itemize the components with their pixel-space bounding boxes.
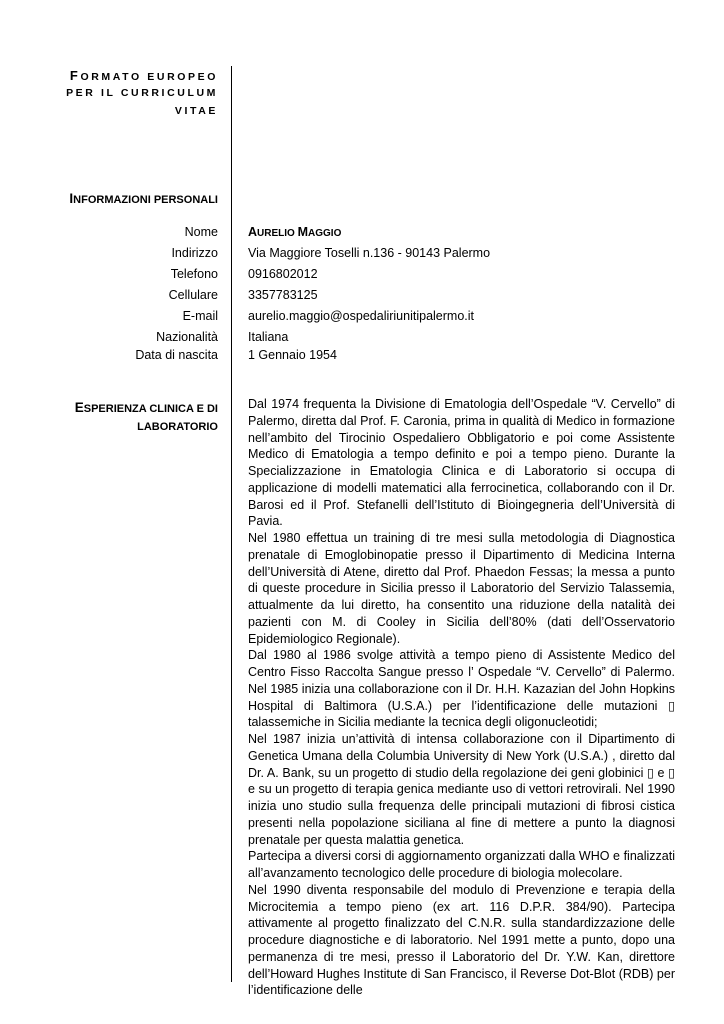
label-cellulare: Cellulare	[168, 288, 218, 302]
label-telefono: Telefono	[170, 267, 218, 281]
experience-paragraph: Partecipa a diversi corsi di aggiornamento organizzati dalla WHO e finalizzati all’avanzamento tecnologico delle procedure di biologia molecolare.	[248, 849, 675, 880]
experience-title-line-2: LABORATORIO	[137, 421, 218, 433]
value-telefono: 0916802012	[248, 267, 318, 281]
experience-paragraph: Dal 1980 al 1986 svolge attività a tempo pieno di Assistente Medico del Centro Fisso Raccolta Sangue presso l’ Ospedale “V. Cervello” di Palermo. Nel 1985 inizia una collaborazione con il Dr. H.H. Kazazian del John Hopkins Hospital di Baltimora (U.S.A.) per l’identificazione delle mutazioni ▯ talassemiche in Sicilia mediante la tecnica degli oligonucleotidi;	[248, 648, 675, 730]
column-divider	[231, 66, 232, 982]
cv-header-line-2: PER IL CURRICULUM	[66, 87, 218, 99]
value-data-nascita: 1 Gennaio 1954	[248, 348, 337, 362]
value-indirizzo: Via Maggiore Toselli n.136 - 90143 Palermo	[248, 246, 491, 260]
value-nazionalita: Italiana	[248, 330, 289, 344]
label-indirizzo: Indirizzo	[171, 246, 218, 260]
label-nome: Nome	[184, 225, 218, 239]
experience-paragraph: Dal 1974 frequenta la Divisione di Ematologia dell’Ospedale “V. Cervello” di Palermo, diretta dal Prof. F. Caronia, prima in qualità di Medico in formazione nell’ambito del Tirocinio Ospedaliero Obbligatorio e poi come Assistente Medico di Ematologia a tempo definito e poi a tempo pieno. Durante la Specializzazione in Ematologia Clinica e di Laboratorio si occupa di applicazione di modelli matematici alla ferrocinetica, collaborando con il Dr. Barosi ed il Prof. Stefanelli dell’Istituto di Bioingegneria dell’Università di Pavia.	[248, 397, 675, 529]
personal-info-title: INFORMAZIONI PERSONALI	[69, 191, 218, 206]
value-cellulare: 3357783125	[248, 288, 318, 302]
label-email: E-mail	[182, 309, 218, 323]
experience-paragraph: Nel 1990 diventa responsabile del modulo di Prevenzione e terapia della Microcitemia a tempo pieno (ex art. 116 D.P.R. 384/90). Partecipa attivamente al progetto finalizzato del C.N.R. sulla standardizzazione delle procedure diagnostiche e di laboratorio. Nel 1991 mette a punto, dopo una permanenza di tre mesi, presso il Laboratorio del Dr. Y.W. Kan, direttore dell’Howard Hughes Institute di San Francisco, il Reverse Dot-Blot (RDB) per l’identificazione delle	[248, 882, 675, 998]
label-data-nascita: Data di nascita	[135, 348, 218, 362]
experience-title-line-1: ESPERIENZA CLINICA E DI	[74, 400, 218, 415]
value-nome: AURELIO MAGGIO	[248, 225, 342, 239]
experience-paragraph: Nel 1987 inizia un’attività di intensa collaborazione con il Dipartimento di Genetica Umana della Columbia University di New York (U.S.A.) , diretto dal Dr. A. Bank, su un progetto di studio della regolazione dei geni globinici ▯ e ▯ e su un progetto di terapia genica mediante uso di vettori retrovirali. Nel 1990 inizia uno studio sulla frequenza delle principali mutazioni di fibrosi cistica presenti nella popolazione siciliana al fine di mettere a punto la diagnosi prenatale per questa malattia genetica.	[248, 732, 675, 847]
experience-body	[248, 396, 675, 999]
label-nazionalita: Nazionalità	[156, 330, 218, 344]
value-email[interactable]: aurelio.maggio@ospedaliriunitipalermo.it	[248, 309, 475, 323]
cv-header-line-1: FORMATO EUROPEO	[69, 68, 218, 83]
cv-header-line-3: VITAE	[174, 105, 218, 117]
experience-paragraph: Nel 1980 effettua un training di tre mesi sulla metodologia di Diagnostica prenatale di Emoglobinopatie presso il Dipartimento di Medicina Interna dell’Università di Atene, diretto dal Prof. Phaedon Fessas; la messa a punto di queste procedure in Sicilia presso il Laboratorio del Servizio Talassemia, attualmente da lui diretto, ha consentito una riduzione della natalità dei pazienti con M. di Cooley in Sicilia dell’80% (dati dell’Osservatorio Epidemiologico Regionale).	[248, 531, 675, 646]
